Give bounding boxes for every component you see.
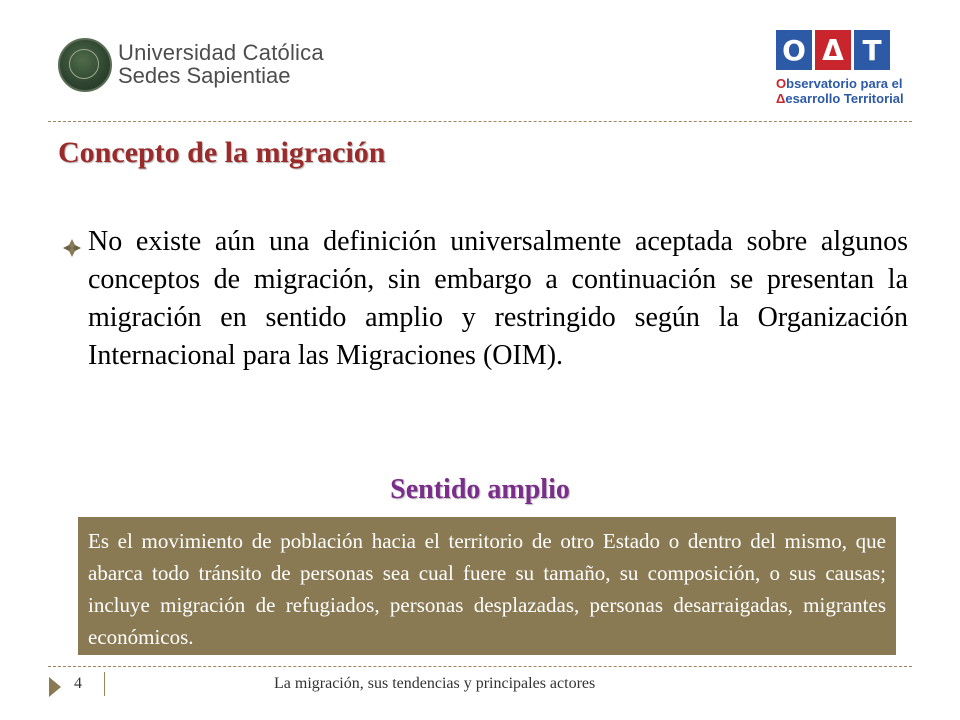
odt-subtitle-line1: bservatorio para el: [786, 76, 903, 91]
footer-title: La migración, sus tendencias y principales actores: [274, 675, 596, 692]
odt-letter-delta: Δ: [815, 30, 851, 70]
triangle-arrow-icon: [48, 676, 62, 698]
university-seal-icon: [58, 38, 112, 92]
footer-separator: [104, 672, 105, 696]
slide-title: Concepto de la migración: [58, 136, 386, 169]
section-subheading: Sentido amplio: [390, 474, 570, 505]
odt-letter-blocks: [776, 30, 892, 70]
page-number: 4: [74, 675, 82, 692]
university-logo: [58, 38, 324, 92]
university-name-line2: Sedes Sapientiae: [118, 63, 291, 88]
odt-subtitle: [776, 76, 904, 106]
definition-box: Es el movimiento de población hacia el territorio de otro Estado o dentro del mismo, que abarca todo tránsito de personas sea cual fuere su tamaño, su composición, o sus causas; incluye migración de refugiados, personas desplazadas, personas desarraigadas, migrantes económicos.: [78, 517, 896, 655]
footer-divider: [48, 666, 912, 667]
header-divider: [48, 121, 912, 122]
odt-subtitle-initial-1: O: [776, 76, 787, 91]
odt-logo: [776, 30, 906, 110]
body-paragraph: No existe aún una definición universalmente aceptada sobre algunos conceptos de migración, sin embargo a continuación se presentan la migración en sentido amplio y restringido según la Organización Internacional para las Migraciones (OIM).: [88, 226, 908, 371]
diamond-bullet-icon: [62, 238, 82, 258]
odt-subtitle-initial-2: Δ: [776, 91, 786, 106]
odt-letter-o: O: [776, 30, 812, 70]
odt-subtitle-line2: esarrollo Territorial: [785, 91, 904, 106]
university-name-line1: Universidad Católica: [118, 40, 324, 65]
odt-letter-t: T: [854, 30, 890, 70]
